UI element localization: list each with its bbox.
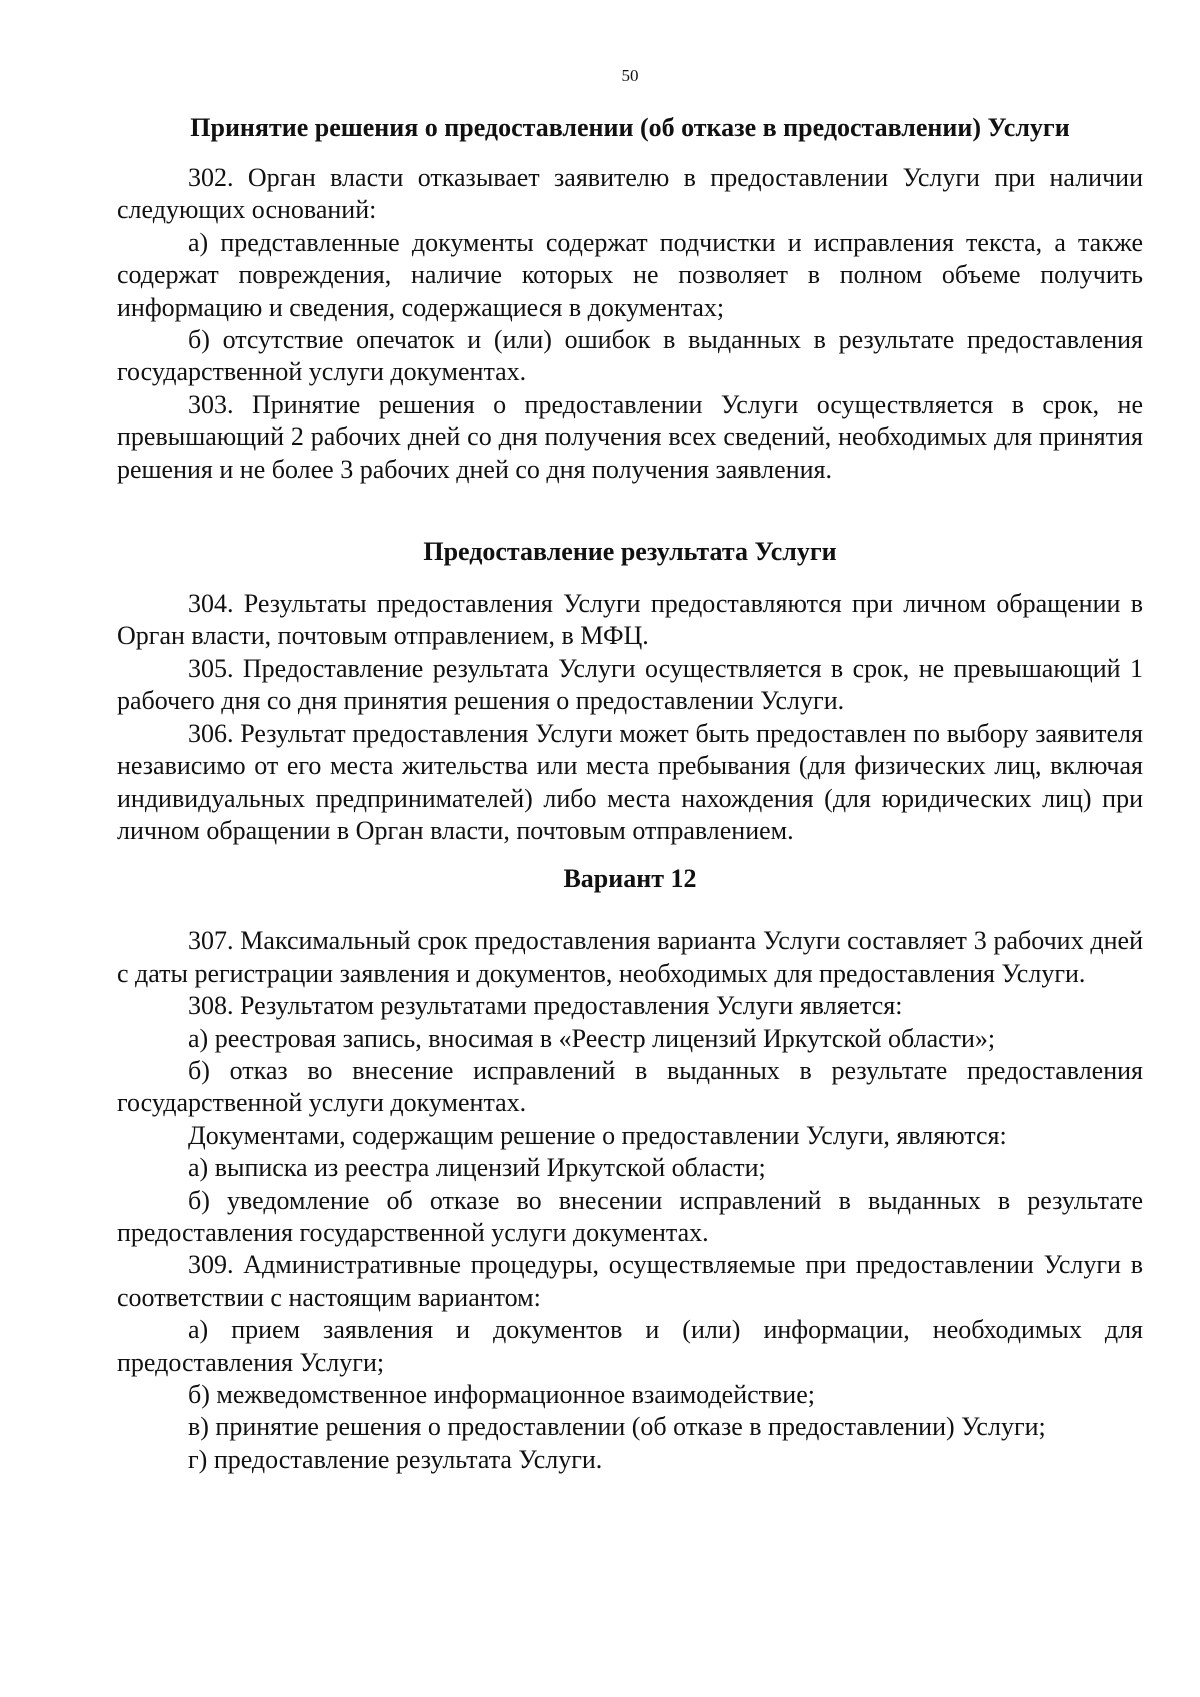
paragraph-308-b: б) отказ во внесение исправлений в выданных в результате предоставления государственной услуги документах. [117, 1055, 1143, 1118]
paragraph-304: 304. Результаты предоставления Услуги предоставляются при личном обращении в Орган власти, почтовым отправлением, в МФЦ. [117, 589, 1143, 651]
paragraph-309-c: в) принятие решения о предоставлении (об отказе в предоставлении) Услуги; [188, 1412, 1046, 1442]
document-page [117, 66, 1143, 1476]
section-heading-result: Предоставление результата Услуги [423, 537, 837, 567]
paragraph-documents-a: а) выписка из реестра лицензий Иркутской области; [188, 1153, 766, 1183]
paragraph-309: 309. Административные процедуры, осуществляемые при предоставлении Услуги в соответствии с настоящим вариантом: [117, 1250, 1143, 1312]
paragraph-302-a: а) представленные документы содержат подчистки и исправления текста, а также содержат повреждения, наличие которых не позволяет в полном объеме получить информацию и сведения, содержащиеся в документах; [117, 227, 1143, 322]
paragraph-307: 307. Максимальный срок предоставления варианта Услуги составляет 3 рабочих дней с даты регистрации заявления и документов, необходимых для предоставления Услуги. [117, 926, 1143, 988]
section-heading-variant-12: Вариант 12 [563, 864, 697, 894]
paragraph-308: 308. Результатом результатами предоставления Услуги является: [188, 991, 903, 1021]
paragraph-306: 306. Результат предоставления Услуги может быть предоставлен по выбору заявителя независимо от его места жительства или места пребывания (для физических лиц, включая индивидуальных предпринимателей) либо места нахождения (для юридических лиц) при личном обращении в Орган власти, почтовым отправлением. [117, 718, 1143, 845]
paragraph-309-a: а) прием заявления и документов и (или) информации, необходимых для предоставления Услуги; [117, 1315, 1143, 1377]
paragraph-documents-b: б) уведомление об отказе во внесении исправлений в выданных в результате предоставления государственной услуги документах. [117, 1185, 1143, 1247]
paragraph-302-b: б) отсутствие опечаток и (или) ошибок в выданных в результате предоставления государственной услуги документах. [117, 325, 1143, 387]
paragraph-308-a: а) реестровая запись, вносимая в «Реестр лицензий Иркутской области»; [188, 1023, 996, 1053]
paragraph-303: 303. Принятие решения о предоставлении Услуги осуществляется в срок, не превышающий 2 рабочих дней со дня получения всех сведений, необходимых для принятия решения и не более 3 рабочих дней со дня получения заявления. [117, 389, 1143, 484]
paragraph-302: 302. Орган власти отказывает заявителю в предоставлении Услуги при наличии следующих оснований: [117, 163, 1143, 225]
paragraph-309-d: г) предоставление результата Услуги. [188, 1444, 603, 1474]
paragraph-305: 305. Предоставление результата Услуги осуществляется в срок, не превышающий 1 рабочего дня со дня принятия решения о предоставлении Услуги. [117, 653, 1143, 716]
page-number: 50 [621, 66, 639, 85]
paragraph-documents: Документами, содержащим решение о предоставлении Услуги, являются: [188, 1120, 1007, 1150]
paragraph-309-b: б) межведомственное информационное взаимодействие; [188, 1380, 815, 1409]
section-heading-decision: Принятие решения о предоставлении (об отказе в предоставлении) Услуги [190, 113, 1070, 142]
